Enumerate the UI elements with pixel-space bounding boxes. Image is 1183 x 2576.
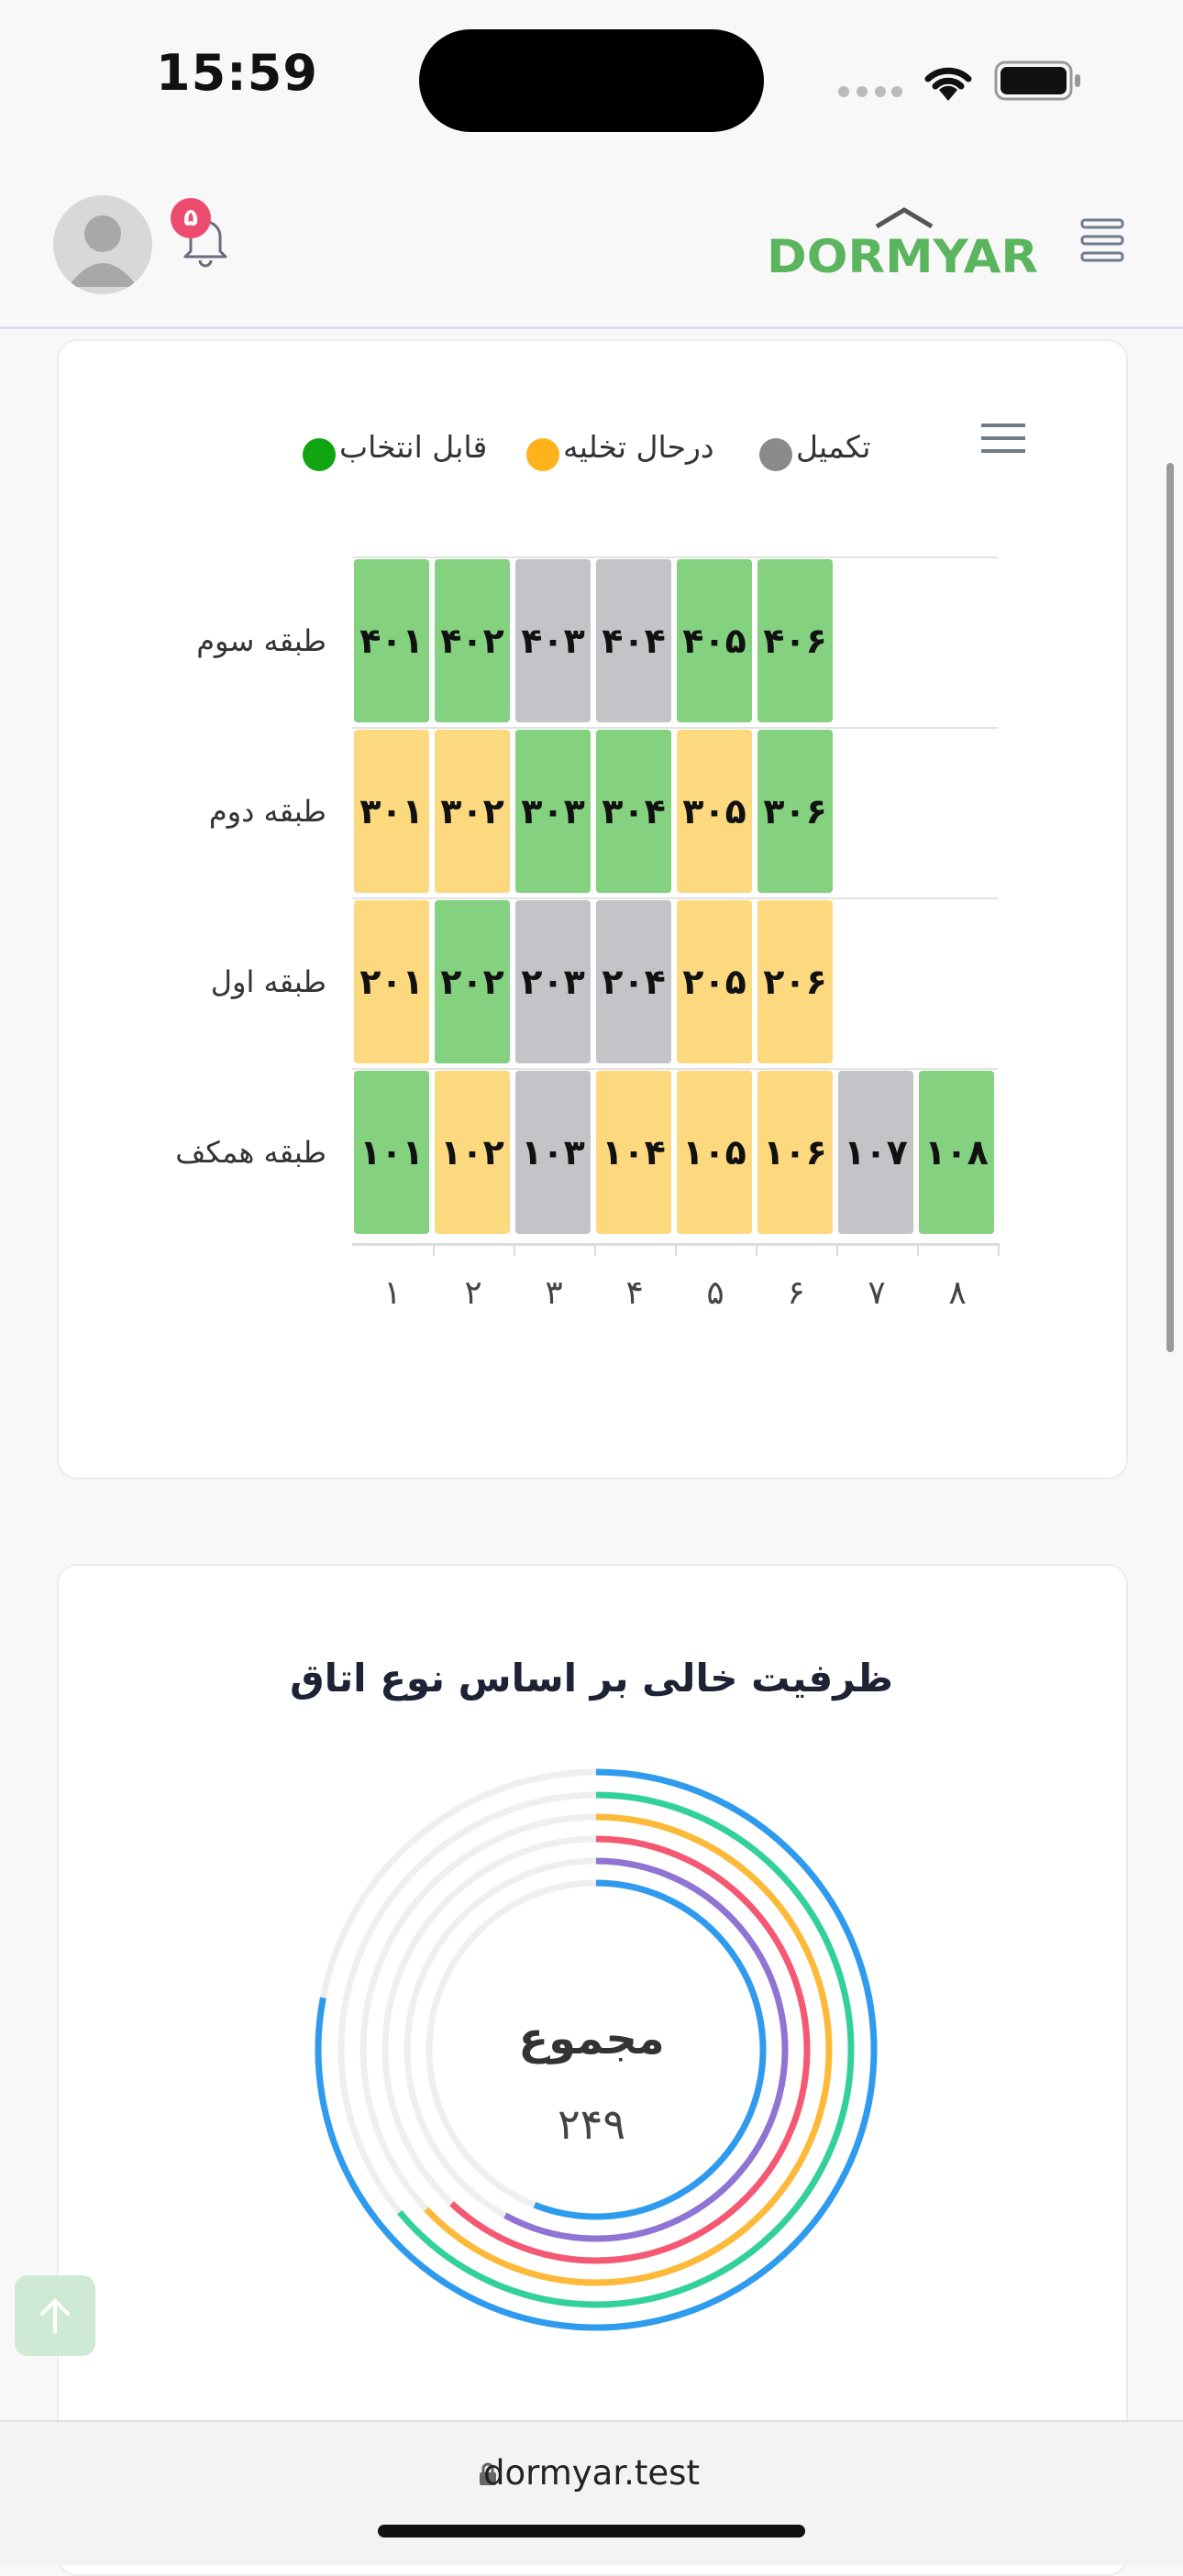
x-tick-label: ۴ <box>625 1274 644 1312</box>
x-tick-label: ۳ <box>545 1274 563 1312</box>
radial-center-value: ۲۴۹ <box>557 2099 626 2149</box>
dormyar-logo[interactable] <box>767 206 1042 283</box>
legend-dot-evacuating <box>526 438 559 471</box>
battery-icon <box>994 61 1082 105</box>
room-cell[interactable]: ۱۰۶ <box>757 1071 833 1234</box>
row-gridline <box>352 727 998 729</box>
browser-bottom-bar <box>0 2420 1183 2565</box>
room-cell[interactable]: ۴۰۵ <box>677 559 752 722</box>
x-tick-mark <box>998 1243 1000 1256</box>
room-cell[interactable]: ۲۰۴ <box>596 900 671 1063</box>
row-gridline <box>352 556 998 558</box>
home-indicator <box>378 2525 805 2537</box>
scroll-to-top-button[interactable] <box>15 2275 95 2356</box>
hamburger-menu-icon[interactable] <box>1080 218 1124 268</box>
legend-dot-full <box>759 438 792 471</box>
x-tick-mark <box>675 1243 677 1256</box>
x-tick-label: ۸ <box>948 1274 967 1312</box>
page-scrollbar[interactable] <box>1166 463 1174 1352</box>
room-cell[interactable]: ۲۰۱ <box>354 900 429 1063</box>
room-cell[interactable]: ۱۰۴ <box>596 1071 671 1234</box>
room-cell[interactable]: ۲۰۶ <box>757 900 833 1063</box>
legend-evacuating[interactable]: درحال تخلیه <box>563 429 714 465</box>
room-cell[interactable]: ۳۰۱ <box>354 730 429 893</box>
x-tick-label: ۷ <box>868 1274 886 1312</box>
room-cell[interactable]: ۴۰۱ <box>354 559 429 722</box>
x-tick-mark <box>433 1243 435 1256</box>
x-tick-mark <box>917 1243 919 1256</box>
x-tick-label: ۵ <box>706 1274 724 1312</box>
room-cell[interactable]: ۳۰۲ <box>435 730 510 893</box>
room-cell[interactable]: ۳۰۵ <box>677 730 752 893</box>
chart-menu-icon[interactable] <box>981 424 1025 458</box>
floor-label: طبقه دوم <box>208 794 326 829</box>
cellular-signal-icon <box>838 84 902 103</box>
x-tick-mark <box>514 1243 515 1256</box>
room-cell[interactable]: ۴۰۶ <box>757 559 833 722</box>
capacity-chart-title: ظرفیت خالی بر اساس نوع اتاق <box>290 1656 893 1701</box>
wifi-icon <box>919 59 978 106</box>
room-cell[interactable]: ۴۰۴ <box>596 559 671 722</box>
legend-dot-available <box>303 438 336 471</box>
room-cell[interactable]: ۳۰۳ <box>515 730 591 893</box>
notification-badge: ۵ <box>171 198 211 238</box>
room-cell[interactable]: ۳۰۶ <box>757 730 833 893</box>
legend-available[interactable]: قابل انتخاب <box>339 429 488 465</box>
status-time: 15:59 <box>156 44 318 102</box>
x-tick-label: ۲ <box>464 1274 482 1312</box>
room-cell[interactable]: ۳۰۴ <box>596 730 671 893</box>
x-tick-mark <box>836 1243 838 1256</box>
svg-text:DORMYAR: DORMYAR <box>767 230 1038 280</box>
url-text[interactable]: dormyar.test <box>483 2453 700 2493</box>
room-cell[interactable]: ۱۰۷ <box>838 1071 913 1234</box>
room-cell[interactable]: ۲۰۲ <box>435 900 510 1063</box>
x-tick-mark <box>756 1243 757 1256</box>
room-cell[interactable]: ۴۰۳ <box>515 559 591 722</box>
x-tick-mark <box>594 1243 596 1256</box>
room-cell[interactable]: ۱۰۲ <box>435 1071 510 1234</box>
x-tick-label: ۱ <box>383 1274 402 1312</box>
room-cell[interactable]: ۱۰۵ <box>677 1071 752 1234</box>
row-gridline <box>352 1068 998 1070</box>
floor-label: طبقه همکف <box>175 1135 326 1170</box>
room-cell[interactable]: ۲۰۵ <box>677 900 752 1063</box>
room-cell[interactable]: ۱۰۱ <box>354 1071 429 1234</box>
x-tick-label: ۶ <box>787 1274 805 1312</box>
room-cell[interactable]: ۲۰۳ <box>515 900 591 1063</box>
radial-center-title: مجموع <box>518 2013 665 2064</box>
row-gridline <box>352 897 998 899</box>
legend-full[interactable]: تکمیل <box>796 429 871 465</box>
room-cell[interactable]: ۴۰۲ <box>435 559 510 722</box>
room-cell[interactable]: ۱۰۸ <box>919 1071 994 1234</box>
avatar[interactable] <box>53 195 152 294</box>
room-cell[interactable]: ۱۰۳ <box>515 1071 591 1234</box>
dynamic-island <box>419 29 764 132</box>
floor-label: طبقه سوم <box>196 623 326 658</box>
floor-label: طبقه اول <box>210 964 326 999</box>
